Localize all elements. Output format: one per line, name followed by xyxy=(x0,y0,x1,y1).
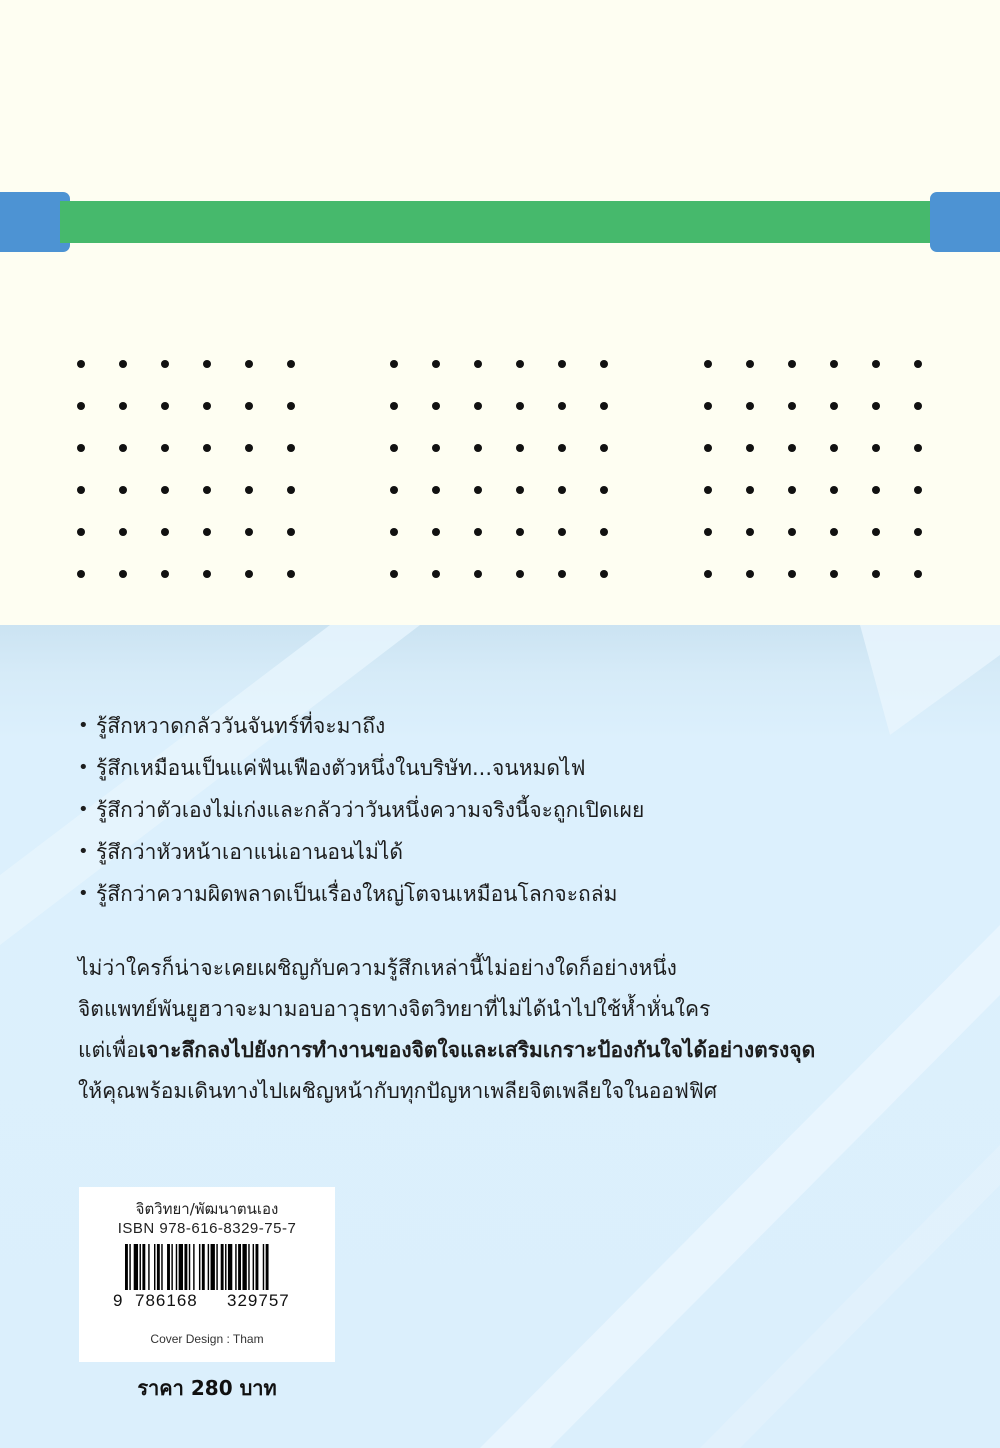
list-item xyxy=(78,705,644,747)
dot xyxy=(287,528,295,536)
dot xyxy=(161,570,169,578)
barcode-bar xyxy=(184,1244,187,1290)
dot xyxy=(474,570,482,578)
dot xyxy=(914,486,922,494)
dot xyxy=(746,486,754,494)
barcode-bar xyxy=(134,1244,138,1290)
bullet-mark: • xyxy=(78,841,89,862)
barcode-bar xyxy=(235,1244,236,1290)
dot xyxy=(558,570,566,578)
barcode-bar xyxy=(216,1244,217,1290)
dot xyxy=(390,444,398,452)
dot xyxy=(161,402,169,410)
dot xyxy=(161,360,169,368)
dot xyxy=(203,402,211,410)
feelings-list xyxy=(78,705,644,915)
dot xyxy=(432,444,440,452)
barcode-bar xyxy=(125,1244,128,1290)
dot xyxy=(872,570,880,578)
dot-grid-right xyxy=(704,360,920,576)
dot xyxy=(704,486,712,494)
dot-grid-middle xyxy=(390,360,606,576)
dot xyxy=(914,360,922,368)
barcode-bar xyxy=(171,1244,172,1290)
dot xyxy=(77,444,85,452)
barcode-digit-lead: 9 xyxy=(113,1291,123,1310)
bullet-text: รู้สึกว่าหัวหน้าเอาแน่เอานอนไม่ได้ xyxy=(96,840,404,864)
barcode-bar xyxy=(211,1244,215,1290)
bullet-text: รู้สึกว่าความผิดพลาดเป็นเรื่องใหญ่โตจนเหมือนโลกจะถล่ม xyxy=(96,882,618,906)
dot xyxy=(390,360,398,368)
dot xyxy=(600,486,608,494)
barcode-box xyxy=(79,1187,335,1362)
dot xyxy=(600,528,608,536)
dot xyxy=(77,402,85,410)
dot xyxy=(872,486,880,494)
dot xyxy=(830,486,838,494)
bullet-text: รู้สึกว่าตัวเองไม่เก่งและกลัวว่าวันหนึ่งความจริงนี้จะถูกเปิดเผย xyxy=(96,798,645,822)
barcode-bar xyxy=(176,1244,177,1290)
dot xyxy=(558,360,566,368)
barcode-bar xyxy=(242,1244,246,1290)
dot xyxy=(474,360,482,368)
dot xyxy=(119,570,127,578)
barcode-digits-left: 786168 xyxy=(135,1291,198,1310)
dot xyxy=(704,402,712,410)
dot xyxy=(203,570,211,578)
dot xyxy=(203,444,211,452)
dot xyxy=(704,360,712,368)
bullet-text: รู้สึกหวาดกลัววันจันทร์ที่จะมาถึง xyxy=(96,714,386,738)
dot xyxy=(287,402,295,410)
barcode-bar xyxy=(140,1244,141,1290)
dot xyxy=(788,570,796,578)
barcode-image xyxy=(125,1244,311,1290)
barcode-bar xyxy=(225,1244,226,1290)
dot xyxy=(390,570,398,578)
price-label: ราคา 280 บาท xyxy=(137,1376,277,1400)
blurb-paragraph xyxy=(78,948,958,1112)
dot xyxy=(432,528,440,536)
dot xyxy=(390,486,398,494)
dot xyxy=(830,360,838,368)
barcode-digits-right: 329757 xyxy=(227,1291,290,1310)
dot xyxy=(119,444,127,452)
dot xyxy=(914,402,922,410)
dot xyxy=(746,402,754,410)
barcode-bar xyxy=(221,1244,224,1290)
barcode-bar xyxy=(193,1244,194,1290)
barcode-bar xyxy=(157,1244,160,1290)
barcode-bar xyxy=(248,1244,249,1290)
barcode-bar xyxy=(263,1244,264,1290)
blurb-line-3-prefix: แต่เพื่อ xyxy=(78,1038,139,1062)
barcode-bar xyxy=(167,1244,170,1290)
category-label: จิตวิทยา/พัฒนาตนเอง xyxy=(135,1200,279,1218)
dot xyxy=(119,402,127,410)
barcode-bar xyxy=(189,1244,190,1290)
barcode-bar xyxy=(238,1244,241,1290)
barcode-bar xyxy=(228,1244,232,1290)
dot xyxy=(830,402,838,410)
dot xyxy=(119,486,127,494)
blurb-line-1: ไม่ว่าใครก็น่าจะเคยเผชิญกับความรู้สึกเหล่านี้ไม่อย่างใดก็อย่างหนึ่ง xyxy=(78,956,677,980)
bullet-mark: • xyxy=(78,883,89,904)
dot xyxy=(830,528,838,536)
list-item xyxy=(78,789,644,831)
bullet-mark: • xyxy=(78,799,89,820)
dot xyxy=(474,528,482,536)
dot xyxy=(516,402,524,410)
dot xyxy=(830,570,838,578)
dot xyxy=(788,486,796,494)
barcode-bar xyxy=(161,1244,162,1290)
barcode-bar xyxy=(256,1244,259,1290)
dot xyxy=(704,444,712,452)
list-item xyxy=(78,873,644,915)
list-item xyxy=(78,831,644,873)
dot xyxy=(287,360,295,368)
dot xyxy=(245,486,253,494)
dot xyxy=(558,444,566,452)
barcode-bar xyxy=(129,1244,130,1290)
barcode-bar xyxy=(266,1244,269,1290)
dot xyxy=(914,528,922,536)
bullet-mark: • xyxy=(78,757,89,778)
dot xyxy=(245,360,253,368)
dot xyxy=(203,528,211,536)
dot xyxy=(245,528,253,536)
dot xyxy=(161,486,169,494)
dot xyxy=(600,360,608,368)
barcode-bar xyxy=(202,1244,205,1290)
dot xyxy=(245,570,253,578)
dot xyxy=(432,486,440,494)
dot xyxy=(474,486,482,494)
list-item xyxy=(78,747,644,789)
dot xyxy=(872,528,880,536)
dot xyxy=(746,360,754,368)
dot xyxy=(516,444,524,452)
cover-design-credit: Cover Design : Tham xyxy=(150,1332,264,1346)
dot xyxy=(432,402,440,410)
dot xyxy=(77,486,85,494)
dot xyxy=(516,486,524,494)
dot xyxy=(872,402,880,410)
dot xyxy=(77,360,85,368)
dot xyxy=(704,570,712,578)
dot xyxy=(287,570,295,578)
green-bar xyxy=(60,201,940,243)
dot xyxy=(830,444,838,452)
dot xyxy=(432,570,440,578)
barcode-bar xyxy=(208,1244,209,1290)
dot xyxy=(600,444,608,452)
dot xyxy=(516,360,524,368)
dot xyxy=(161,444,169,452)
dot xyxy=(600,570,608,578)
dot xyxy=(872,360,880,368)
dot xyxy=(516,570,524,578)
dot xyxy=(390,528,398,536)
dot xyxy=(558,486,566,494)
dot xyxy=(77,528,85,536)
isbn-label: ISBN 978-616-8329-75-7 xyxy=(117,1220,297,1237)
dot xyxy=(287,486,295,494)
dot xyxy=(119,528,127,536)
dot xyxy=(119,360,127,368)
blurb-line-2: จิตแพทย์พันยูฮวาจะมามอบอาวุธทางจิตวิทยาที่ไม่ได้นำไปใช้ห้ำหั่นใคร xyxy=(78,997,711,1021)
right-blue-tab xyxy=(930,192,1000,252)
dot xyxy=(746,528,754,536)
blurb-line-3-bold: เจาะลึกลงไปยังการทำงานของจิตใจและเสริมเกราะป้องกันใจได้อย่างตรงจุด xyxy=(138,1038,816,1062)
dot xyxy=(746,570,754,578)
barcode-bar xyxy=(199,1244,200,1290)
bullet-mark: • xyxy=(78,715,89,736)
dot xyxy=(558,402,566,410)
dot xyxy=(474,402,482,410)
bullet-text: รู้สึกเหมือนเป็นแค่ฟันเฟืองตัวหนึ่งในบริษัท...จนหมดไฟ xyxy=(96,756,586,780)
dot xyxy=(872,444,880,452)
barcode-bar xyxy=(253,1244,254,1290)
dot xyxy=(558,528,566,536)
blurb-line-4: ให้คุณพร้อมเดินทางไปเผชิญหน้ากับทุกปัญหาเพลียจิตเพลียใจในออฟฟิศ xyxy=(78,1079,718,1103)
dot xyxy=(516,528,524,536)
dot-grid-left xyxy=(77,360,293,576)
blurb-line-3 xyxy=(78,1030,958,1071)
dot xyxy=(914,570,922,578)
barcode-bar xyxy=(154,1244,155,1290)
barcode-bar xyxy=(179,1244,183,1290)
dot xyxy=(203,360,211,368)
barcode-bar xyxy=(148,1244,149,1290)
dot xyxy=(203,486,211,494)
dot xyxy=(474,444,482,452)
barcode-bar xyxy=(142,1244,145,1290)
dot xyxy=(245,402,253,410)
dot xyxy=(287,444,295,452)
dot xyxy=(788,360,796,368)
dot xyxy=(788,402,796,410)
dot xyxy=(704,528,712,536)
dot xyxy=(788,528,796,536)
dot xyxy=(746,444,754,452)
dot xyxy=(77,570,85,578)
dot xyxy=(914,444,922,452)
dot xyxy=(161,528,169,536)
dot xyxy=(788,444,796,452)
dot xyxy=(390,402,398,410)
stripe-upper-right xyxy=(860,625,1000,735)
dot xyxy=(600,402,608,410)
dot xyxy=(245,444,253,452)
dot xyxy=(432,360,440,368)
